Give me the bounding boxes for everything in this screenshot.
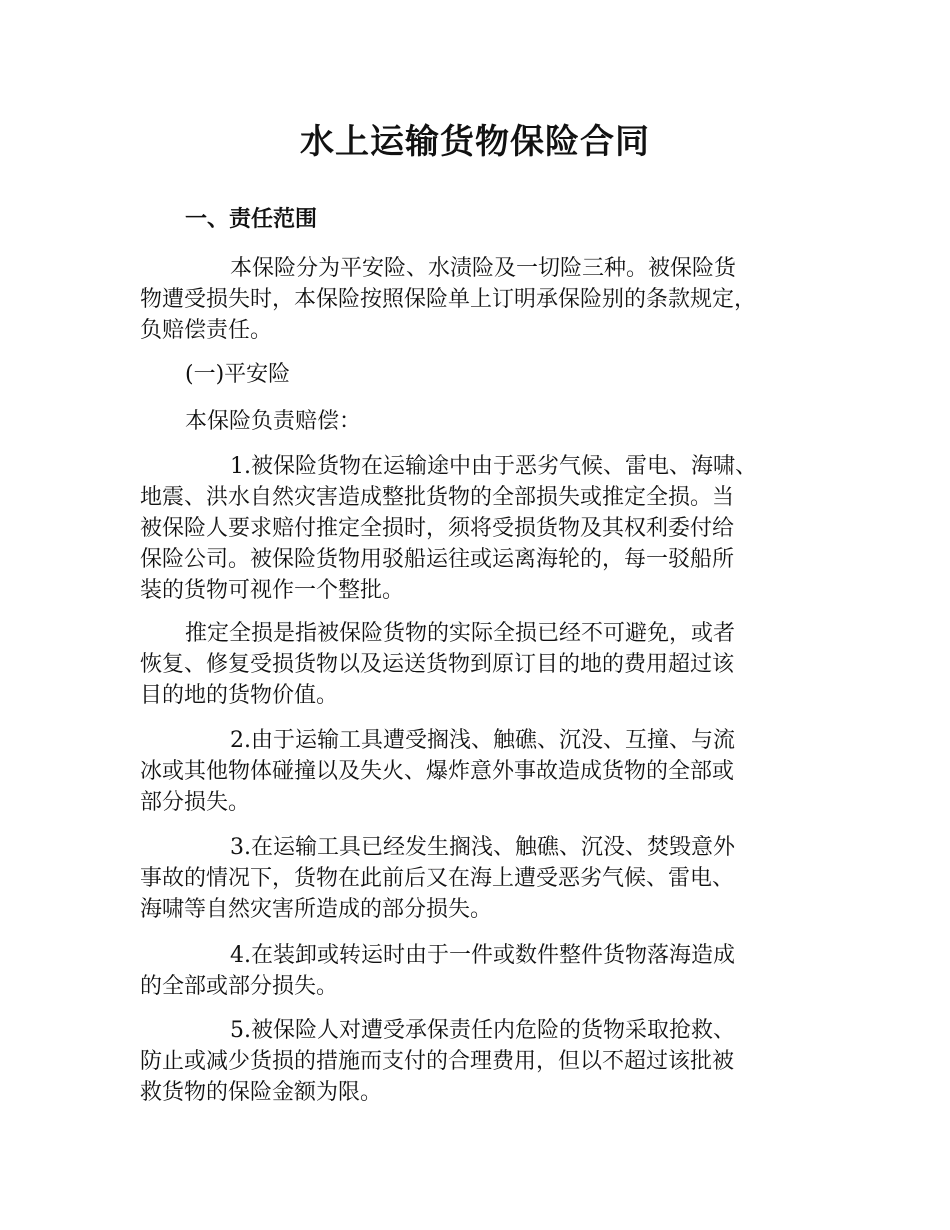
paragraph-item-1 [140,451,820,606]
paragraph-line: 目的地的货物价值。 [140,683,339,708]
section-heading: 一、责任范围 [185,207,318,232]
paragraph-line: 恢复、修复受损货物以及运送货物到原订目的地的费用超过该 [140,652,735,677]
paragraph-line: 救货物的保险金额为限。 [140,1080,383,1105]
paragraph-item-2 [140,725,820,818]
paragraph-line: 防止或减少货损的措施而支付的合理费用，但以不超过该批被 [140,1049,735,1074]
paragraph-line: 推定全损是指被保险货物的实际全损已经不可避免，或者 [185,621,736,646]
paragraph-line: 事故的情况下，货物在此前后又在海上遭受恶劣气候、雷电、 [140,866,735,891]
paragraph-line: 地震、洪水自然灾害造成整批货物的全部损失或推定全损。当 [140,485,735,510]
document-title: 水上运输货物保险合同 [300,122,650,162]
paragraph-coverage-lead [140,406,820,437]
paragraph-item-5 [140,1015,820,1108]
paragraph-line: 物遭受损失时，本保险按照保险单上订明承保险别的条款规定， [140,287,757,312]
paragraph-definition [140,618,820,711]
paragraph-line: 4.在装卸或转运时由于一件或数件整件货物落海造成 [230,943,735,968]
paragraph-item-4 [140,940,820,1002]
paragraph-line: 2.由于运输工具遭受搁浅、触礁、沉没、互撞、与流 [230,728,735,753]
paragraph-line: 保险公司。被保险货物用驳船运往或运离海轮的，每一驳船所 [140,547,735,572]
paragraph-line: 负赔偿责任。 [140,318,273,343]
paragraph-line: 的全部或部分损失。 [140,974,339,999]
paragraph-line: (一)平安险 [185,362,291,387]
paragraph-line: 海啸等自然灾害所造成的部分损失。 [140,897,493,922]
paragraph-line: 3.在运输工具已经发生搁浅、触礁、沉没、焚毁意外 [230,835,735,860]
paragraph-line: 5.被保险人对遭受承保责任内危险的货物采取抢救、 [230,1018,735,1043]
paragraph-line: 部分损失。 [140,790,251,815]
paragraph-item-3 [140,832,820,925]
paragraph-line: 冰或其他物体碰撞以及失火、爆炸意外事故造成货物的全部或 [140,759,735,784]
paragraph-line: 被保险人要求赔付推定全损时，须将受损货物及其权利委付给 [140,516,735,541]
paragraph-line: 装的货物可视作一个整批。 [140,578,405,603]
subheading-ping-an [140,359,820,390]
paragraph-intro [140,253,820,346]
paragraph-line: 本保险分为平安险、水渍险及一切险三种。被保险货 [230,256,737,281]
paragraph-line: 本保险负责赔偿： [185,409,362,434]
paragraph-line: 1.被保险货物在运输途中由于恶劣气候、雷电、海啸、 [230,454,757,479]
